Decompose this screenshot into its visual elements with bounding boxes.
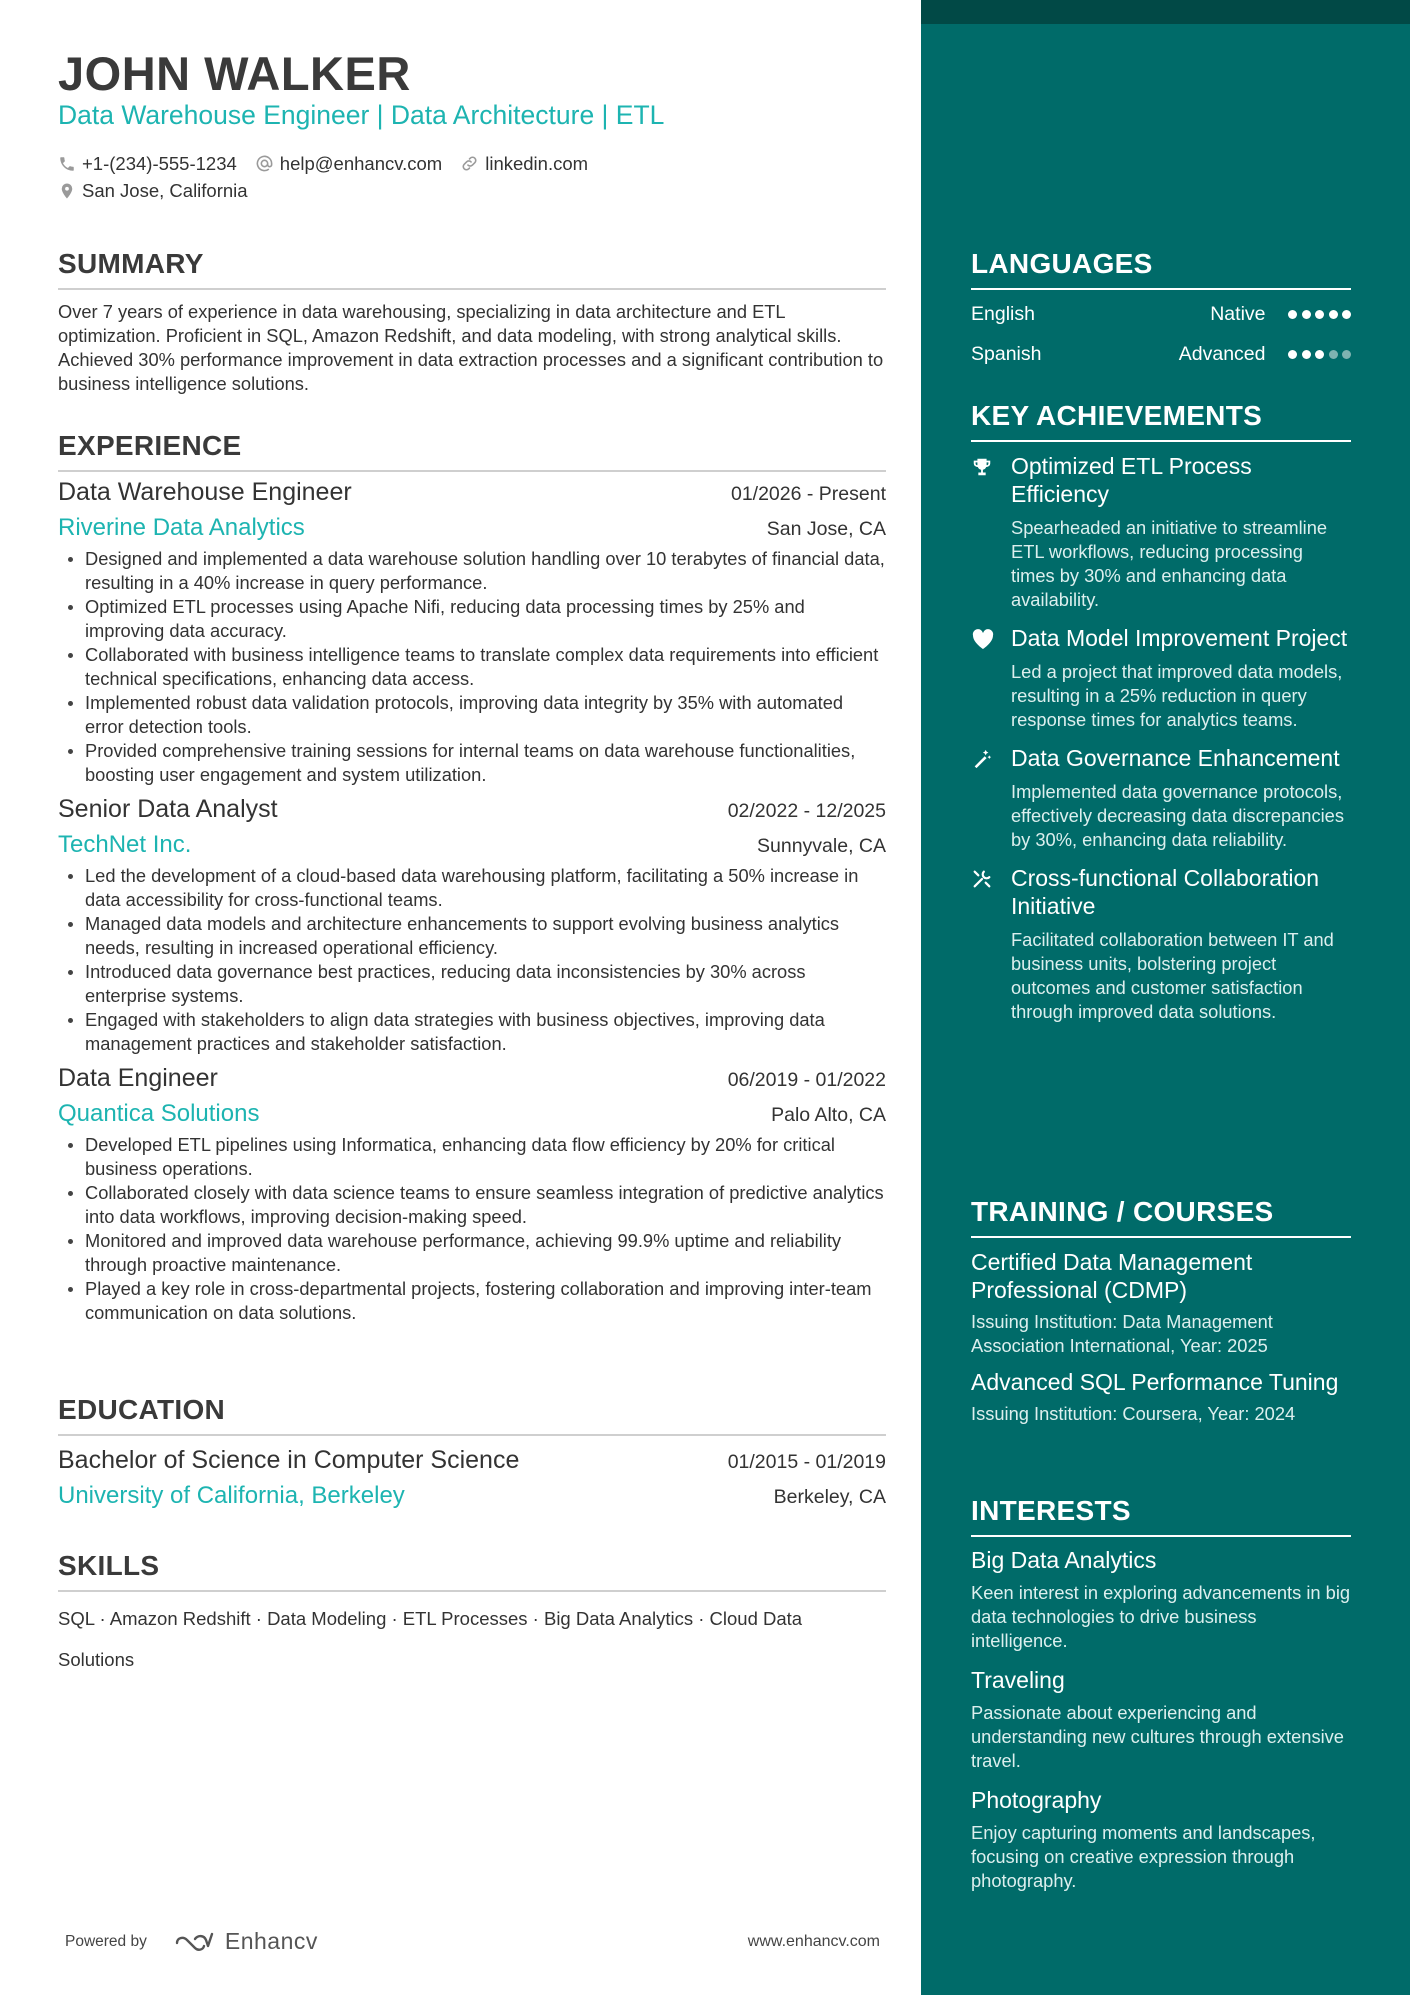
achievement-title: Data Model Improvement Project xyxy=(1011,625,1348,651)
brand-logo[interactable] xyxy=(173,1928,318,1955)
footer xyxy=(65,1928,880,1955)
bullet-item: Engaged with stakeholders to align data strategies with business objectives, improving data management practices and stakeholder satisfaction. xyxy=(58,1008,886,1056)
interest-item xyxy=(971,1785,1351,1893)
phone-text: +1-(234)-555-1234 xyxy=(82,152,237,174)
achievement-title: Optimized ETL Process Efficiency xyxy=(1011,453,1252,507)
training-section xyxy=(971,1196,1351,1426)
enhancv-logo-icon xyxy=(173,1930,219,1954)
achievement-item xyxy=(971,744,1351,852)
location-text: San Jose, California xyxy=(82,179,248,201)
linkedin-text: linkedin.com xyxy=(485,152,589,174)
summary-title: SUMMARY xyxy=(58,248,886,290)
bullet-item: Managed data models and architecture enhancements to support evolving business analytics needs, resulting in increased operational efficiency. xyxy=(58,912,886,960)
achievement-body xyxy=(1011,744,1351,852)
job-subheader xyxy=(58,831,886,859)
course-desc: Issuing Institution: Data Management Association International, Year: 2025 xyxy=(971,1311,1273,1356)
education-entry xyxy=(58,1446,886,1510)
achievement-title: Data Governance Enhancement xyxy=(1011,745,1340,771)
location-pin-icon xyxy=(58,181,76,201)
contact-linkedin[interactable] xyxy=(460,153,588,175)
interest-item xyxy=(971,1545,1351,1653)
contact-email[interactable] xyxy=(255,153,442,175)
magic-wand-icon xyxy=(971,744,1011,852)
experience-section xyxy=(58,430,886,1325)
company-name: Riverine Data Analytics xyxy=(58,514,305,541)
trophy-icon xyxy=(971,452,1011,612)
summary-text: Over 7 years of experience in data warehousing, specializing in data architecture and ETL optimization. Proficient in SQL, Amazon Redshift, and data modeling, with strong analytical skills. Achieved 30% performance improvement in data extraction processes and a significant contribution to business intelligence solutions. xyxy=(58,301,884,394)
job-location: Palo Alto, CA xyxy=(771,1104,886,1126)
job-entry xyxy=(58,478,886,787)
sidebar-top-bar xyxy=(921,0,1410,24)
proficiency-dots xyxy=(1284,350,1352,359)
training-title: TRAINING / COURSES xyxy=(971,1196,1351,1238)
achievement-body xyxy=(1011,452,1351,612)
skills-title: SKILLS xyxy=(58,1550,886,1592)
interest-title: Traveling xyxy=(971,1667,1065,1693)
interests-title: INTERESTS xyxy=(971,1495,1351,1537)
achievement-item xyxy=(971,864,1351,1024)
school-name: University of California, Berkeley xyxy=(58,1482,405,1509)
skills-list: SQL · Amazon Redshift · Data Modeling · ETL Processes · Big Data Analytics · Cloud Data Solutions xyxy=(58,1608,803,1670)
contact-phone[interactable] xyxy=(58,153,237,175)
job-bullets xyxy=(58,547,886,787)
job-header xyxy=(58,1064,886,1093)
proficiency-dot xyxy=(1315,310,1324,319)
phone-icon xyxy=(58,155,76,173)
language-row xyxy=(971,334,1351,374)
powered-by-label: Powered by xyxy=(65,1932,147,1950)
job-header xyxy=(58,795,886,824)
proficiency-dots xyxy=(1284,310,1352,319)
job-dates: 06/2019 - 01/2022 xyxy=(727,1069,886,1091)
job-subheader xyxy=(58,1100,886,1128)
job-title: Senior Data Analyst xyxy=(58,795,278,823)
interest-desc: Passionate about experiencing and understanding new cultures through extensive travel. xyxy=(971,1702,1344,1771)
achievement-item xyxy=(971,452,1351,612)
link-icon xyxy=(460,154,479,173)
achievement-body xyxy=(1011,864,1351,1024)
brand-name: Enhancv xyxy=(224,1928,318,1954)
education-dates: 01/2015 - 01/2019 xyxy=(727,1451,886,1473)
course-list xyxy=(971,1248,1351,1426)
language-row xyxy=(971,294,1351,334)
powered-by xyxy=(65,1928,318,1955)
language-level: Advanced xyxy=(1178,342,1266,365)
course-title: Advanced SQL Performance Tuning xyxy=(971,1369,1339,1395)
bullet-item: Played a key role in cross-departmental projects, fostering collaboration and improving inter-team communication on data solutions. xyxy=(58,1277,886,1325)
company-name: Quantica Solutions xyxy=(58,1100,260,1127)
achievement-desc: Spearheaded an initiative to streamline ETL workflows, reducing processing times by 30% and enhancing data availability. xyxy=(1011,517,1328,610)
job-subheader xyxy=(58,514,886,542)
job-location: Sunnyvale, CA xyxy=(757,835,886,857)
interest-list xyxy=(971,1545,1351,1893)
job-dates: 01/2026 - Present xyxy=(730,483,886,505)
proficiency-dot xyxy=(1302,310,1311,319)
job-list xyxy=(58,478,886,1325)
language-name: Spanish xyxy=(971,342,1042,365)
proficiency-dot xyxy=(1302,350,1311,359)
proficiency-dot xyxy=(1342,350,1351,359)
achievement-desc: Facilitated collaboration between IT and business units, bolstering project outcomes and customer satisfaction through improved data solutions. xyxy=(1011,929,1334,1022)
website-link[interactable]: www.enhancv.com xyxy=(747,1932,880,1950)
language-list xyxy=(971,294,1351,374)
interests-section xyxy=(971,1495,1351,1893)
job-entry xyxy=(58,1064,886,1325)
email-text: help@enhancv.com xyxy=(279,152,443,174)
summary-section xyxy=(58,248,886,396)
bullet-item: Collaborated with business intelligence teams to translate complex data requirements into efficient technical specifications, enhancing data access. xyxy=(58,643,886,691)
course-desc: Issuing Institution: Coursera, Year: 2024 xyxy=(971,1403,1296,1424)
bullet-item: Led the development of a cloud-based data warehousing platform, facilitating a 50% increase in data accessibility for cross-functional teams. xyxy=(58,864,886,912)
language-name: English xyxy=(971,302,1035,325)
bullet-item: Optimized ETL processes using Apache Nifi, reducing data processing times by 25% and improving data accuracy. xyxy=(58,595,886,643)
skills-section xyxy=(58,1550,886,1680)
bullet-item: Collaborated closely with data science teams to ensure seamless integration of predictive analytics into data workflows, improving decision-making speed. xyxy=(58,1181,886,1229)
interest-desc: Keen interest in exploring advancements in big data technologies to drive business intelligence. xyxy=(971,1582,1351,1651)
contact-info xyxy=(58,150,606,204)
job-entry xyxy=(58,795,886,1056)
job-header xyxy=(58,478,886,507)
company-name: TechNet Inc. xyxy=(58,831,192,858)
achievement-body xyxy=(1011,624,1351,732)
bullet-item: Designed and implemented a data warehouse solution handling over 10 terabytes of financial data, resulting in a 40% increase in query performance. xyxy=(58,547,886,595)
education-section xyxy=(58,1394,886,1510)
achievement-item xyxy=(971,624,1351,732)
bullet-item: Implemented robust data validation protocols, improving data integrity by 35% with automated error detection tools. xyxy=(58,691,886,739)
bullet-item: Introduced data governance best practices, reducing data inconsistencies by 30% across enterprise systems. xyxy=(58,960,886,1008)
achievement-desc: Implemented data governance protocols, effectively decreasing data discrepancies by 30%, enhancing data reliability. xyxy=(1011,781,1344,850)
education-title: EDUCATION xyxy=(58,1394,886,1436)
course-title: Certified Data Management Professional (CDMP) xyxy=(971,1249,1253,1303)
proficiency-dot xyxy=(1288,310,1297,319)
degree: Bachelor of Science in Computer Science xyxy=(58,1446,520,1474)
proficiency-dot xyxy=(1342,310,1351,319)
achievements-section xyxy=(971,400,1351,1024)
interest-title: Big Data Analytics xyxy=(971,1547,1157,1573)
bullet-item: Provided comprehensive training sessions for internal teams on data warehouse functionalities, boosting user engagement and system utilization. xyxy=(58,739,886,787)
course-item xyxy=(971,1248,1351,1358)
at-icon xyxy=(255,154,274,173)
job-bullets xyxy=(58,1133,886,1325)
contact-location xyxy=(58,180,248,202)
bullet-item: Developed ETL pipelines using Informatica, enhancing data flow efficiency by 20% for critical business operations. xyxy=(58,1133,886,1181)
experience-title: EXPERIENCE xyxy=(58,430,886,472)
course-item xyxy=(971,1368,1351,1426)
interest-desc: Enjoy capturing moments and landscapes, focusing on creative expression through photography. xyxy=(971,1822,1316,1891)
headline: Data Warehouse Engineer | Data Architecture | ETL xyxy=(58,100,665,130)
heart-icon xyxy=(971,624,1011,732)
tools-icon xyxy=(971,864,1011,1024)
sidebar xyxy=(921,0,1410,1995)
achievements-title: KEY ACHIEVEMENTS xyxy=(971,400,1351,442)
job-location: San Jose, CA xyxy=(766,518,886,540)
achievement-desc: Led a project that improved data models, resulting in a 25% reduction in query response times for analytics teams. xyxy=(1011,661,1343,730)
proficiency-dot xyxy=(1329,350,1338,359)
proficiency-dot xyxy=(1288,350,1297,359)
candidate-name: JOHN WALKER xyxy=(58,47,411,100)
bullet-item: Monitored and improved data warehouse performance, achieving 99.9% uptime and reliability through proactive maintenance. xyxy=(58,1229,886,1277)
achievement-title: Cross-functional Collaboration Initiative xyxy=(1011,865,1320,919)
job-bullets xyxy=(58,864,886,1056)
proficiency-dot xyxy=(1315,350,1324,359)
languages-title: LANGUAGES xyxy=(971,248,1351,290)
job-title: Data Warehouse Engineer xyxy=(58,478,352,506)
proficiency-dot xyxy=(1329,310,1338,319)
interest-item xyxy=(971,1665,1351,1773)
job-dates: 02/2022 - 12/2025 xyxy=(727,800,886,822)
achievement-list xyxy=(971,452,1351,1024)
job-title: Data Engineer xyxy=(58,1064,218,1092)
languages-section xyxy=(971,248,1351,374)
language-level: Native xyxy=(1210,302,1266,325)
school-location: Berkeley, CA xyxy=(773,1486,886,1508)
interest-title: Photography xyxy=(971,1787,1102,1813)
